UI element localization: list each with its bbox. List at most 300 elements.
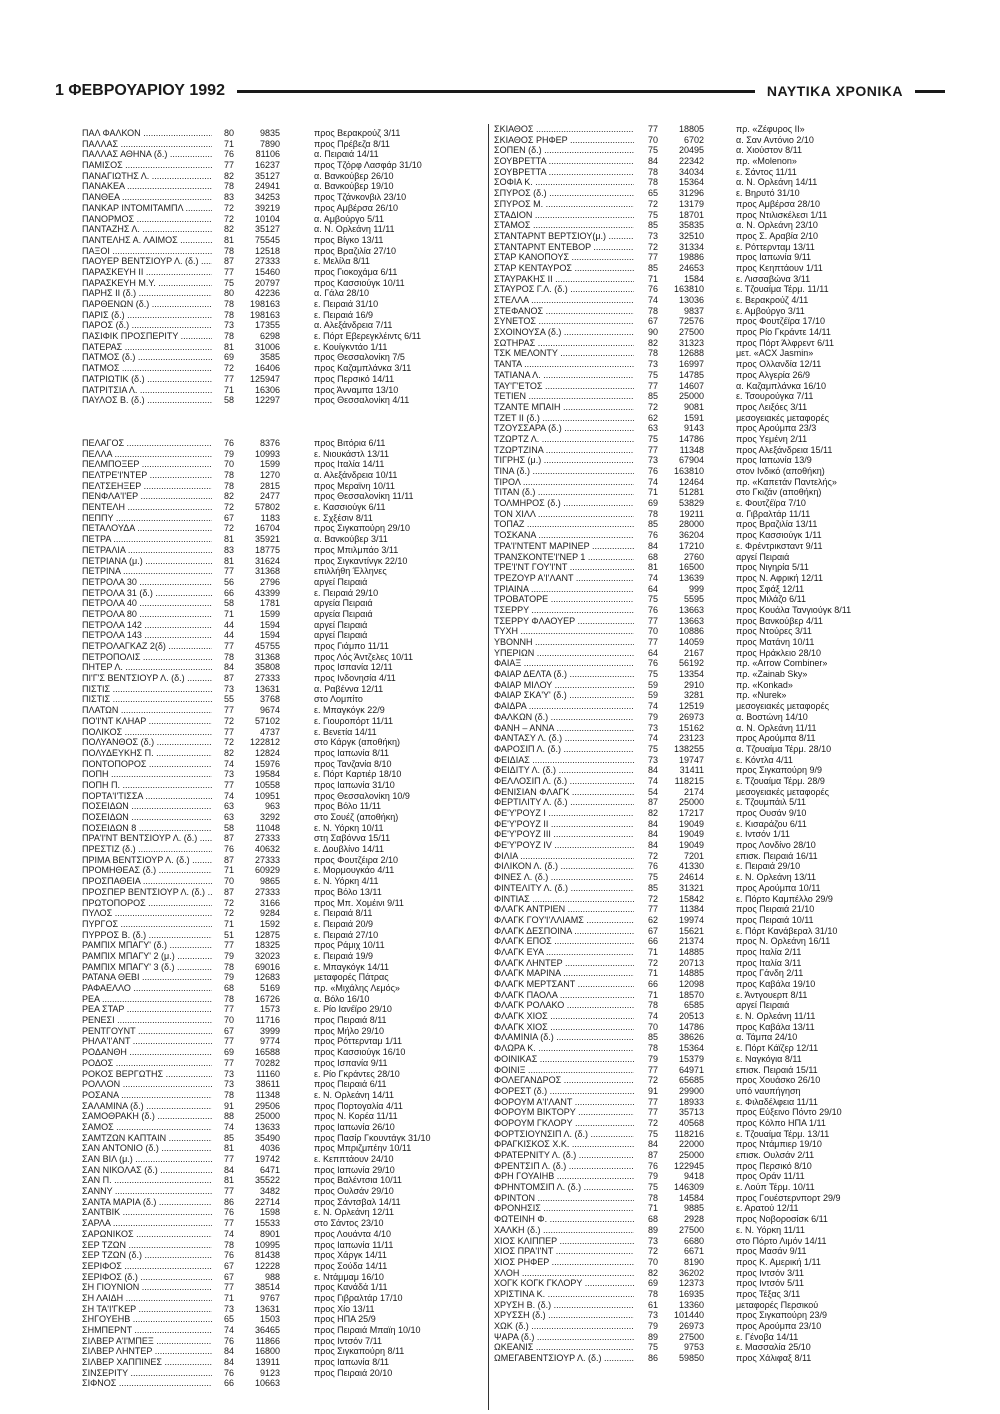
ship-position: προς Μπιλμπάο 3/11 [314,544,399,555]
ship-tonnage: 31296 [678,188,704,199]
ship-year: 88 [223,1111,234,1122]
ship-row [82,844,482,855]
ship-row [82,694,482,705]
ship-position: α. Γάλα 28/10 [314,288,369,299]
ship-year: 89 [647,1224,658,1235]
ship-row [82,887,482,898]
ship-position: προς Ιαπωνία 29/10 [314,1164,395,1175]
ship-name: ΠΥΡΓΟΣ ..... [82,919,212,930]
ship-row [494,274,934,285]
ship-row [82,577,482,588]
ship-name: ΠΟΝΤΟΠΟΡΟΣ ..... [82,759,212,770]
ship-name: ΣΑΝ ΑΝΤΟΝΙΟ (δ.) ..... [82,1143,212,1154]
ship-year: 74 [647,775,658,786]
ship-position: ε. Ν. Υόρκη 11/11 [736,1224,805,1235]
ship-row [494,819,934,830]
ship-name: ΤΙΝΑ (δ.) ..... [494,466,634,477]
ship-name: ΦΡΕΝΤΣΙΠ Λ. (δ.) ..... [494,1161,634,1172]
ship-tonnage: 38626 [678,1032,704,1043]
ship-position: προς Βόλο 11/11 [314,801,382,812]
ship-year: 66 [223,587,234,598]
ship-row [82,192,482,203]
ship-position: προς Ντούρες 3/11 [736,626,812,637]
ship-name: ΦΑΡΟΣΙΠ Λ. (δ.) ..... [494,744,634,755]
ship-year: 82 [223,747,234,758]
ship-position: α. Χιούστον 8/11 [736,145,802,156]
ship-row [82,566,482,577]
ship-position: προς Αρούμπα 8/11 [736,733,816,744]
ship-year: 63 [647,423,658,434]
ship-year: 72 [223,363,234,374]
ship-year: 85 [647,882,658,893]
ship-name: ΠΟΛΥΔΕΥΚΗΣ Π. ..... [82,748,212,759]
ship-position: προς Ηράκλειο 28/10 [736,647,822,658]
ship-tonnage: 57102 [254,715,280,726]
ship-year: 67 [647,925,658,936]
ship-row [494,316,934,327]
ship-tonnage: 9885 [683,1203,704,1214]
ship-row [494,359,934,370]
ship-position: αργεί Πειραιά [314,630,368,641]
ship-name: ΠΑΤΡΙΤΣΙΑ Λ. ..... [82,385,212,396]
ship-name: ΣΠΥΡΟΣ (δ.) ..... [494,188,634,199]
ship-year: 71 [223,608,234,619]
ship-row [494,755,934,766]
ship-position: ε. Ν. Υόρκη 10/11 [314,822,384,833]
ship-year: 77 [647,444,658,455]
ship-year: 75 [647,145,658,156]
ship-position: ε. Πόρτ Καρτιέρ 18/10 [314,769,402,780]
ship-year: 74 [647,295,658,305]
ship-name: ΣΟΥΒΡΕΤΤΑ ..... [494,167,634,178]
ship-year: 74 [223,758,234,769]
ship-year: 78 [647,1000,658,1011]
ship-position: πρ. «Zainab Sky» [736,669,808,680]
ship-tonnage: 29900 [678,1085,704,1096]
ship-row [82,994,482,1005]
ship-row [82,630,482,641]
ship-name: ΡΕΝΤΓΟΥΝΤ ..... [82,1026,212,1037]
list-gap [82,406,482,417]
ship-name: ΦΡΗ ΓΟΥΑΙΗΒ ..... [494,1171,634,1182]
ship-tonnage: 19049 [678,829,704,840]
ship-name: ΠΑΝΚΑΡ ΙΝΤΟΜΙΤΑΜΠΛ ..... [82,203,212,214]
ship-row [494,680,934,691]
ship-position: προς Ιαπωνία 8/11 [314,747,390,758]
ship-name: ΣΤΑΝΤΑΡΝΤ ΒΕΡΤΣΙΟΥ(μ.) ..... [494,231,634,242]
ship-year: 84 [223,662,234,673]
ship-tonnage: 31334 [678,241,704,252]
ship-position: υπό ναυπήγηση [736,1085,801,1096]
ship-year: 87 [647,797,658,808]
ship-name: ΠΙΣΤΙΣ ..... [82,694,212,705]
ship-name: ΠΑΡΙΣ (δ.) ..... [82,310,212,321]
ship-tonnage: 3999 [259,1025,280,1036]
ship-tonnage: 27333 [254,886,280,897]
ship-tonnage: 9837 [683,305,704,316]
ship-position: προς Σάντσβαλ 14/11 [314,1196,401,1207]
ship-tonnage: 20713 [678,957,704,968]
ship-row [82,1218,482,1229]
ship-row [494,210,934,221]
ship-tonnage: 13633 [254,1121,280,1132]
ship-name: ΥΒΟΝΝΗ ..... [494,637,634,648]
ship-position: προς Ν. Αφρική 12/11 [736,572,823,583]
ship-row [494,284,934,295]
ship-position: προς Θεσσαλονίκη 11/11 [314,491,414,502]
ship-name: ΦΟΙΝΙΚΑΣ ..... [494,1054,634,1065]
ship-tonnage: 31321 [678,882,704,893]
ship-tonnage: 18570 [678,989,704,1000]
ship-name: ΧΑΛΚΗ (δ.) ..... [494,1225,634,1236]
ship-tonnage: 27333 [254,854,280,865]
ship-name: ΤΙΤΑΝ (δ.) ..... [494,487,634,498]
ship-year: 74 [647,476,658,487]
ship-row [494,402,934,413]
ship-position: αργεία Πειραιά [314,608,373,619]
ship-name: ΨΑΡΑ (δ.) ..... [494,1332,634,1343]
ship-year: 76 [647,466,658,476]
ship-tonnage: 163810 [673,466,704,476]
ship-row [494,423,934,434]
ship-row [82,1175,482,1186]
ship-name: ΣΑΝΝΥ ..... [82,1186,212,1197]
ship-tonnage: 1584 [683,273,704,284]
ship-position: ε. Πειραιά 31/10 [314,299,379,309]
ship-tonnage: 2167 [683,647,704,658]
ship-year: 87 [223,673,234,684]
ship-year: 77 [223,566,234,577]
ship-tonnage: 70282 [254,1057,280,1068]
ship-year: 74 [647,733,658,744]
ship-year: 71 [647,487,658,498]
ship-row [82,865,482,876]
ship-year: 71 [647,1203,658,1214]
ship-year: 71 [647,273,658,284]
ship-name: ΤΣΕΡΡΥ ΦΛΑΟΥΕΡ ..... [494,616,634,627]
ship-tonnage: 15379 [678,1053,704,1064]
ship-tonnage: 64971 [678,1064,704,1075]
ship-name: ΡΗΛΑ'Ι'ΑΝΤ ..... [82,1036,212,1047]
ship-year: 73 [647,754,658,765]
ship-position: προς Ιντσόν 3/11 [736,1267,805,1278]
ship-position: προς Ουλσάν 29/10 [314,1186,394,1197]
ship-position: προς Λουάντα 4/10 [314,1228,391,1239]
ship-name: ΣΤΑΜΟΣ ..... [494,220,634,231]
ship-position: προς Κ. Αμερική 1/11 [736,1256,821,1267]
ship-year: 70 [223,876,234,887]
ship-tonnage: 14607 [678,380,704,391]
ship-name: ΣΕΡ ΤΖΩΝ (δ.) ..... [82,1250,212,1261]
ship-name: ΠΕΤΡΟΠΟΛΙΣ ..... [82,652,212,663]
ship-tonnage: 2760 [683,551,704,562]
ship-name: ΦΑΝΗ – ΑΝΝΑ ..... [494,723,634,734]
ship-tonnage: 17217 [678,808,704,818]
ship-name: ΣΤΑΡ ΚΕΝΤΑΥΡΟΣ ..... [494,263,634,274]
ship-row [494,1193,934,1204]
ship-position: μετ. «ACX Jasmin» [736,348,814,359]
ship-row [494,1342,934,1353]
ship-row [82,534,482,545]
ship-position: προς Κόλπο ΗΠΑ 1/11 [736,1117,826,1128]
ship-position: στο Γκιζάν (αποθήκη) [736,487,822,498]
ship-position: προς Θεσσαλονίκη 10/9 [314,790,410,801]
ship-position: προς ΗΠΑ 25/9 [314,1314,376,1325]
ship-tonnage: 13631 [254,683,280,694]
ship-tonnage: 10951 [254,790,280,801]
ship-position: προς Σούδα 14/11 [314,1260,388,1271]
ship-row [82,801,482,812]
ship-tonnage: 9143 [683,423,704,434]
ship-position: ε. Ν. Ορλεάνη 13/11 [736,872,817,883]
ship-name: ΤΑΤΙΑΝΑ Λ. ..... [494,370,634,381]
ship-name: ΧΙΟΣ ΠΡΑ'Ι'ΝΤ ..... [494,1246,634,1257]
ship-row [494,787,934,798]
ship-position: α. Ν. Ορλεάνη 11/11 [736,722,817,733]
ship-tonnage: 14786 [678,433,704,444]
ship-year: 70 [647,626,658,637]
ship-row [82,812,482,823]
ship-position: α. Καζαμπλάνκα 16/10 [736,380,826,391]
ship-position: προς Πορτογαλία 4/11 [314,1100,403,1111]
ship-year: 75 [647,669,658,680]
ship-tonnage: 24653 [678,262,704,273]
ship-row [82,1325,482,1336]
ship-row [494,1182,934,1193]
ship-name: ΤΟΝ ΧΙΛΛ ..... [494,509,634,520]
ship-year: 61 [647,1299,658,1310]
ship-position: προς Γάνδη 2/11 [736,968,804,979]
ship-row [494,1268,934,1279]
ship-year: 65 [647,188,658,199]
ship-position: προς Σιγκαπούρη 29/10 [314,523,410,534]
ship-year: 59 [647,690,658,701]
ship-year: 77 [223,160,234,171]
ship-row [494,658,934,669]
ship-tonnage: 1598 [259,1207,280,1218]
ship-year: 77 [223,1154,234,1164]
ship-row [82,342,482,353]
ship-row [82,1069,482,1080]
ship-tonnage: 11348 [255,1089,280,1100]
ship-name: ΠΕΤΡΙΑΝΑ (μ.) ..... [82,556,212,567]
ship-position: ε. Ντάμμαμ 16/10 [314,1271,384,1282]
ship-name: ΠΡΟΜΗΘΕΑΣ (δ.) ..... [82,865,212,876]
ship-tonnage: 34253 [254,192,280,203]
ship-row [82,1079,482,1090]
ship-position: ε. Σάντος 11/11 [736,166,797,177]
ship-position: προς Εύξεινο Πόντο 29/10 [736,1107,842,1118]
ship-year: 75 [647,1128,658,1139]
ship-tonnage: 15460 [254,266,280,277]
ship-position: προς Τανζανία 8/10 [314,758,392,769]
ship-year: 64 [647,647,658,658]
ship-position: ε. Μασσαλία 25/10 [736,1342,811,1353]
ship-name: ΦΕΙΔΙΑΣ ..... [494,755,634,766]
ship-year: 78 [223,181,234,192]
ship-row [82,374,482,385]
ship-tonnage: 12683 [254,972,280,983]
ship-tonnage: 988 [264,1271,280,1282]
issue-date: 1 ΦΕΒΡΟΥΑΡΙΟΥ 1992 [55,82,225,99]
ship-position: προς Σιγκαντίνγκ 22/10 [314,555,408,566]
ship-position: προς Αρούμπα 10/11 [736,882,821,893]
ship-name: ΠΑΡΟΣ (δ.) ..... [82,320,212,331]
ship-position: πρ. «Καπετάν Παντελής» [736,476,837,487]
ship-year: 78 [223,480,234,491]
ship-tonnage: 13663 [678,604,704,615]
ship-tonnage: 19049 [678,840,704,851]
ship-year: 77 [647,615,658,626]
ship-name: ΦΑΝΤΑΣΥ Λ. (δ.) ..... [494,733,634,744]
ship-row [82,620,482,631]
ship-name: ΠΙΣΤΙΣ ..... [82,684,212,695]
ship-name: ΦΕ'Υ'ΡΟΥΖ Ι ..... [494,808,634,819]
ship-tonnage: 6671 [683,1246,704,1257]
ship-name: ΠΑΝΑΚΕΑ ..... [82,181,212,192]
ship-tonnage: 20797 [254,277,280,288]
ship-row [82,1111,482,1122]
ship-name: ΤΟΛΜΗΡΟΣ (δ.) ..... [494,498,634,509]
ship-row [494,765,934,776]
ship-position: μεσογειακές μεταφορές [736,786,829,797]
ship-year: 72 [223,202,234,213]
ship-tonnage: 14785 [678,369,704,380]
ship-name: ΦΑΙΑΡ ΜΙΛΟΥ ..... [494,680,634,691]
ship-tonnage: 27500 [678,327,704,338]
ship-year: 82 [647,1267,658,1278]
ship-name: ΠΥΛΟΣ ..... [82,908,212,919]
ship-row [82,1186,482,1197]
ship-name: ΠΑΤΜΟΣ (δ.) ..... [82,352,212,363]
ship-row [82,459,482,470]
ship-year: 82 [647,808,658,818]
ship-position: α. Αλεξάνδρεια 7/11 [314,320,393,331]
ship-tonnage: 35808 [254,662,280,673]
ship-name: ΠΡΑ'Ι'ΝΤ ΒΕΝΤΣΙΟΥΡ Λ. (δ.) ..... [82,833,212,844]
ship-tonnage: 81106 [255,149,280,160]
ship-name: ΦΛΑΓΚ ΓΟΥ'Ι'ΛΛΙΑΜΣ ..... [494,915,634,926]
ship-tonnage: 10886 [678,626,704,637]
ship-year: 82 [223,224,234,235]
ship-year: 72 [223,715,234,726]
ship-year: 74 [223,1228,234,1239]
ship-tonnage: 5169 [259,983,280,993]
ship-row [82,523,482,534]
ship-row [494,1118,934,1129]
ship-name: ΦΩΤΕΙΝΗ Φ. ..... [494,1214,634,1225]
ship-year: 67 [223,1025,234,1036]
ship-name: ΠΡΕΣΤΙΖ (δ.) ..... [82,844,212,855]
ship-year: 75 [647,594,658,605]
ship-name: ΠΟ'Ι'ΝΤ ΚΛΗΑΡ ..... [82,716,212,727]
ship-year: 85 [647,1032,658,1043]
ship-row [82,1282,482,1293]
ship-row [494,306,934,317]
ship-name: ΣΑΜΤΖΩΝ ΚΑΠΤΑΙΝ ..... [82,1133,212,1144]
ship-name: ΦΛΑΓΚ ΑΝΤΡΙΕΝ ..... [494,904,634,915]
ship-row [82,470,482,481]
ship-year: 77 [223,726,234,737]
ship-row [82,588,482,599]
ship-row [82,352,482,363]
ship-tonnage: 19886 [678,252,704,263]
ship-position: προς Πειραιά 20/10 [314,1367,393,1378]
ship-tonnage: 15621 [678,925,704,936]
ship-row [494,135,934,146]
ship-row [494,370,934,381]
ship-tonnage: 31368 [254,566,280,577]
ship-position: στο Λομπίτο [314,694,363,705]
ship-tonnage: 16800 [254,1346,280,1357]
ship-year: 67 [223,512,234,523]
ship-position: ε. Μπαγκόγκ 22/9 [314,705,385,716]
ship-position: ε. Αμβούργο 3/11 [736,305,805,316]
ship-year: 71 [223,1292,234,1303]
ship-position: προς Ιαπωνία 9/11 [736,252,812,263]
ship-name: ΣΑΝ ΒΙΛ (μ.) ..... [82,1154,212,1165]
ship-position: ε. Πειραιά 27/10 [314,929,379,940]
ship-tonnage: 42236 [254,288,280,299]
ship-tonnage: 12824 [254,747,280,758]
ship-position: προς Ν. Κορέα 11/11 [314,1111,398,1122]
ship-position: προς Μασάν 9/11 [736,1246,807,1257]
ship-row [494,637,934,648]
ship-name: ΣΤΑΝΤΑΡΝΤ ΕΝΤΕΒΟΡ ..... [494,242,634,253]
ship-row [82,1346,482,1357]
ship-tonnage: 20495 [678,145,704,156]
ship-year: 66 [647,936,658,947]
ship-name: ΠΑΣΙΦΙΚ ΠΡΟΣΠΕΡΙΤΥ ..... [82,331,212,342]
ship-tonnage: 15842 [678,893,704,904]
ship-row [82,748,482,759]
ship-position: προς Σφάξ 12/11 [736,583,805,594]
ship-tonnage: 122812 [249,737,280,748]
ship-row [82,641,482,652]
ship-name: ΦΕΛΛΟΣΙΠ Λ. (δ.) ..... [494,776,634,787]
ship-position: επισκ. Ουλσάν 2/11 [736,1150,815,1160]
ship-tonnage: 10558 [254,779,280,790]
ship-year: 71 [647,968,658,979]
ship-year: 71 [223,865,234,876]
ship-year: 69 [647,498,658,509]
publication-title: ΝΑΥΤΙΚΑ ΧΡΟΝΙΚΑ [766,83,903,99]
ship-year: 80 [223,288,234,299]
ship-year: 73 [647,230,658,241]
ship-tonnage: 27333 [254,256,280,267]
ship-name: ΠΕΠΠΥ ..... [82,513,212,524]
ship-year: 90 [647,327,658,338]
ship-year: 68 [223,983,234,993]
ship-position: προς Χάργκ 14/11 [314,1250,387,1261]
ship-tonnage: 14584 [678,1192,704,1203]
ship-year: 73 [647,359,658,370]
ship-name: ΥΠΕΡΙΩΝ ..... [494,648,634,659]
ship-tonnage: 11160 [256,1068,280,1079]
ship-name: ΠΑΡΘΕΝΩΝ (δ.) ..... [82,299,212,310]
ship-position: μεσογειακές μεταφορές [736,412,829,423]
ship-row [494,327,934,338]
ship-tonnage: 43399 [254,587,280,598]
ship-position: ε. Κασσιούγκ 6/11 [314,502,386,513]
ship-tonnage: 35127 [254,170,280,181]
ship-row [82,1133,482,1144]
ship-position: ε. Σχξέσιν 8/11 [314,512,373,523]
ship-row [82,791,482,802]
ship-position: προς Γιοκοχάμα 6/11 [314,266,398,277]
ship-row [494,455,934,466]
ship-position: προς Βανκούβερ 4/11 [736,615,823,626]
